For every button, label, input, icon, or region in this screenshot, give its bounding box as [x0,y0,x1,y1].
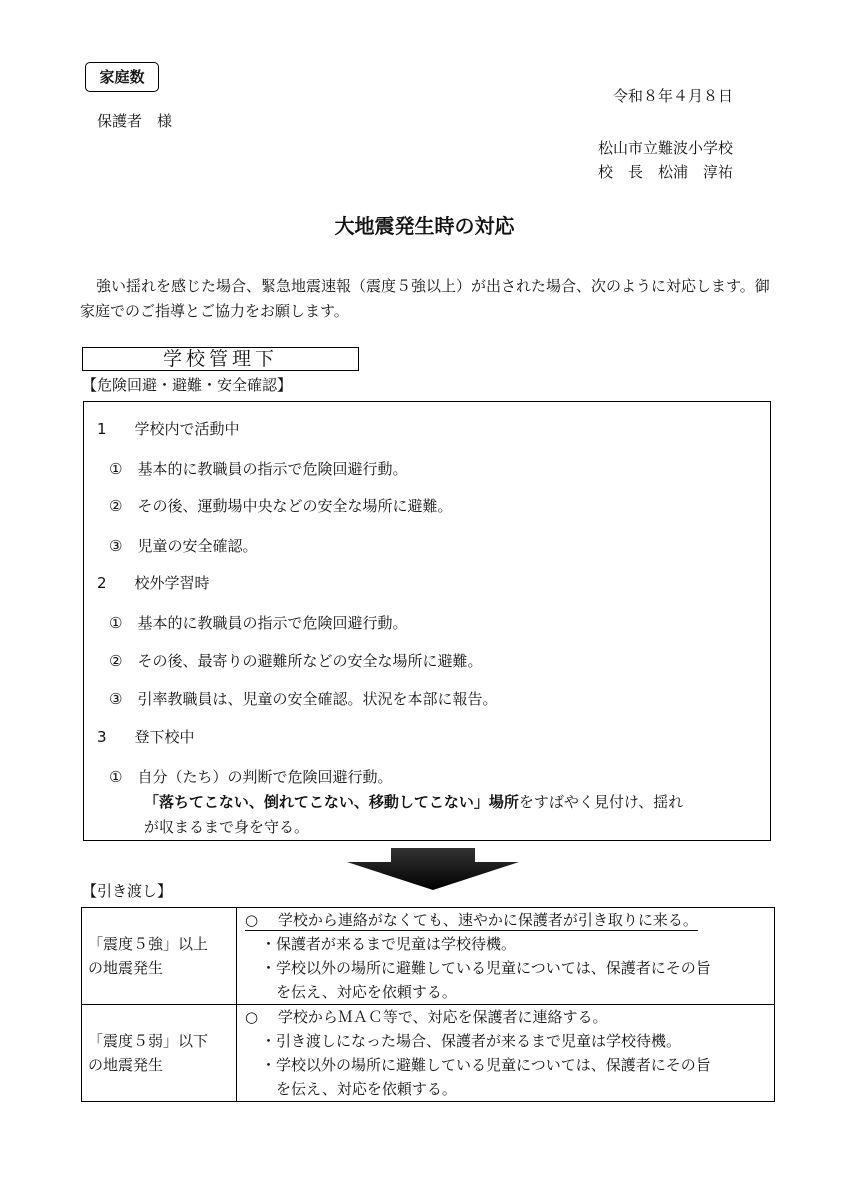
handover-table [81,907,775,1102]
condition-label: の地震発生 [88,1056,164,1074]
item-2-3: ③ 引率教職員は、児童の安全確認。状況を本部に報告。 [109,690,498,708]
action-head: ○ 学校からＭＡＣ等で、対応を保護者に連絡する。 [245,1008,608,1026]
item-2: 2 校外学習時 [97,574,210,592]
commute-instruction-cont: が収まるまで身を守る。 [144,818,310,836]
condition-cell [82,1005,237,1102]
commute-instruction-bold: 「落ちてこない、倒れてこない、移動してこない」場所 [144,793,519,811]
item-2-2: ② その後、最寄りの避難所などの安全な場所に避難。 [109,652,483,670]
subsection-handover: 【引き渡し】 [82,882,173,900]
item-1-2: ② その後、運動場中央などの安全な場所に避難。 [109,497,453,515]
intro-paragraph: 強い揺れを感じた場合、緊急地震速報（震度５強以上）が出された場合、次のように対応します。御家庭でのご指導とご協力をお願します。 [80,277,770,320]
item-1-3: ③ 児童の安全確認。 [109,537,258,555]
date: 令和８年４月８日 [613,87,734,105]
school-name: 松山市立難波小学校 [598,139,734,157]
table-row [82,1005,775,1102]
recipient: 保護者 様 [97,112,173,130]
condition-cell [82,908,237,1005]
action-line: ・保護者が来るまで児童は学校待機。 [261,935,517,953]
table-row [82,908,775,1005]
action-line: ・学校以外の場所に避難している児童については、保護者にその旨 [261,1056,711,1074]
item-2-1: ① 基本的に教職員の指示で危険回避行動。 [109,614,408,632]
action-cell [237,908,775,1005]
condition-label: の地震発生 [88,959,164,977]
action-line: ・引き渡しになった場合、保護者が来るまで児童は学校待機。 [261,1032,682,1050]
action-line: を伝え、対応を依頼する。 [261,983,457,1001]
action-line: を伝え、対応を依頼する。 [261,1080,457,1098]
condition-label: 「震度５弱」以下 [88,1032,209,1050]
action-cell [237,1005,775,1102]
item-3-1: ① 自分（たち）の判断で危険回避行動。 [109,768,393,786]
principal-name: 校 長 松浦 淳祐 [598,163,734,181]
household-count-badge: 家庭数 [85,62,159,92]
condition-label: 「震度５強」以上 [88,935,209,953]
item-3: 3 登下校中 [97,728,195,746]
commute-instruction: 「落ちてこない、倒れてこない、移動してこない」場所をすばやく見付け、揺れ [144,793,684,811]
down-arrow-icon [347,848,519,890]
procedures-box [83,401,771,841]
action-head: ○ 学校から連絡がなくても、速やかに保護者が引き取りに来る。 [245,911,698,929]
section-title: 学校管理下 [82,347,359,371]
item-1: 1 学校内で活動中 [97,420,240,438]
page-title: 大地震発生時の対応 [334,214,515,238]
subsection-danger-avoidance: 【危険回避・避難・安全確認】 [82,376,293,394]
item-1-1: ① 基本的に教職員の指示で危険回避行動。 [109,460,408,478]
action-line: ・学校以外の場所に避難している児童については、保護者にその旨 [261,959,711,977]
